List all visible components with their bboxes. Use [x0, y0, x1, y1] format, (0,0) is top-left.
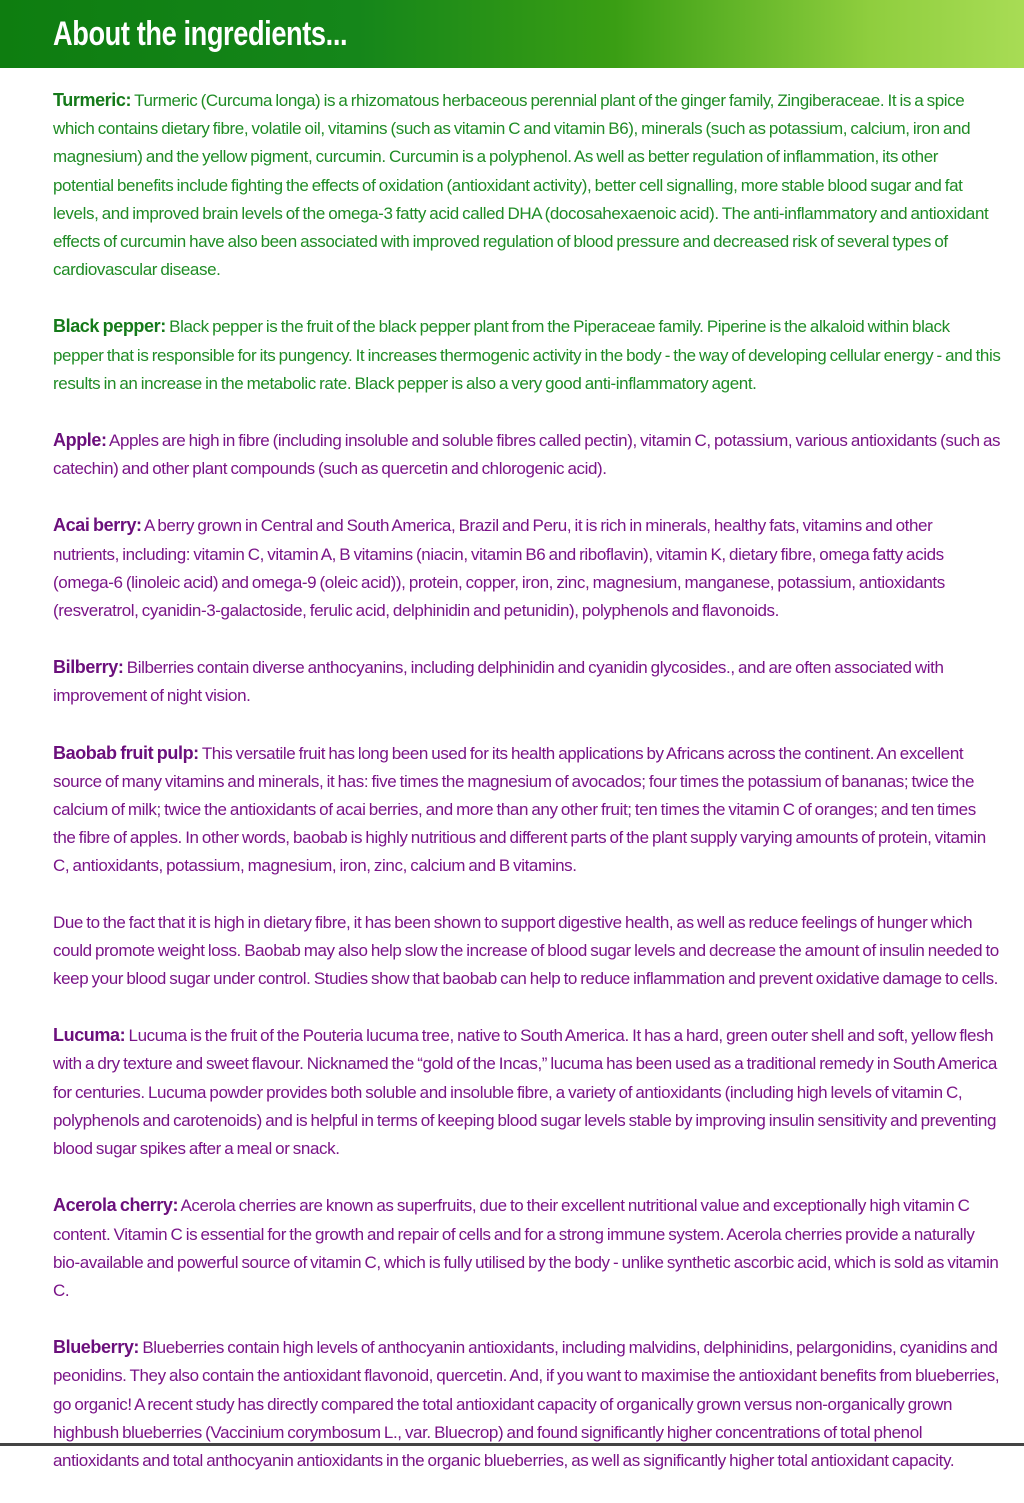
ingredient-apple [53, 426, 1001, 483]
ingredient-baobab [53, 739, 1001, 881]
ingredient-term: Lucuma: [53, 1025, 126, 1046]
ingredient-term: Bilberry: [53, 657, 124, 678]
ingredient-description: Apples are high in fibre (including insoluble and soluble fibres called pectin), vitamin C, potassium, various antioxidants (such as catechin) and other plant compounds (such as quercetin and chlorogenic acid). [53, 431, 1001, 479]
ingredient-term: Acerola cherry: [53, 1195, 179, 1216]
ingredient-acerola-cherry [53, 1191, 1001, 1305]
ingredient-term: Acai berry: [53, 515, 142, 536]
ingredient-baobab-continued [53, 909, 1001, 994]
ingredient-description: A berry grown in Central and South America, Brazil and Peru, it is rich in minerals, healthy fats, vitamins and other nutrients, including: vitamin C, vitamin A, B vitamins (niacin, vitamin B6 and riboflavin), vitamin K, dietary fibre, omega fatty acids (omega-6 (linoleic acid) and omega-9 (oleic acid)), protein, copper, iron, zinc, magnesium, manganese, potassium, antioxidants (resveratrol, cyanidin-3-galactoside, ferulic acid, delphinidin and petunidin), polyphenols and flavonoids. [53, 516, 945, 621]
ingredient-description: Blueberries contain high levels of anthocyanin antioxidants, including malvidins, delphinidins, pelargonidins, cyanidins and peonidins. They also contain the antioxidant flavonoid, quercetin. And, if you want to maximise the antioxidant benefits from blueberries, go organic! A recent study has directly compared the total antioxidant capacity of organically grown versus non-organically grown highbush blueberries (Vaccinium corymbosum L., var. Bluecrop) and found significantly higher concentrations of total phenol antioxidants and total anthocyanin antioxidants in the organic blueberries, as well as significantly higher total antioxidant capacity. [53, 1338, 1000, 1470]
ingredient-description: Bilberries contain diverse anthocyanins, including delphinidin and cyanidin glycosides., and are often associated with improvement of night vision. [53, 658, 944, 706]
ingredient-term: Apple: [53, 430, 107, 451]
ingredient-term: Blueberry: [53, 1337, 140, 1358]
page-header [0, 0, 1024, 68]
ingredient-acai-berry [53, 511, 1001, 625]
ingredient-description: Turmeric (Curcuma longa) is a rhizomatous herbaceous perennial plant of the ginger family, Zingiberaceae. It is a spice which contains dietary fibre, volatile oil, vitamins (such as vitamin C and vitamin B6), minerals (such as potassium, calcium, iron and magnesium) and the yellow pigment, curcumin. Curcumin is a polyphenol. As well as better regulation of inflammation, its other potential benefits include fighting the effects of oxidation (antioxidant activity), better cell signalling, more stable blood sugar and fat levels, and improved brain levels of the omega-3 fatty acid called DHA (docosahexaenoic acid). The anti-inflammatory and antioxidant effects of curcumin have also been associated with improved regulation of blood pressure and decreased risk of several types of cardiovascular disease. [53, 91, 989, 280]
ingredient-description: This versatile fruit has long been used for its health applications by Africans across the continent. An excellent source of many vitamins and minerals, it has: five times the magnesium of avocados; four times the potassium of bananas; twice the calcium of milk; twice the antioxidants of acai berries, and more than any other fruit; ten times the vitamin C of oranges; and ten times the fibre of apples. In other words, baobab is highly nutritious and different parts of the plant supply varying amounts of protein, vitamin C, antioxidants, potassium, magnesium, iron, zinc, calcium and B vitamins. [53, 743, 986, 876]
ingredient-term: Black pepper: [53, 316, 166, 337]
ingredient-turmeric [53, 86, 1001, 284]
ingredients-content [53, 86, 1001, 1503]
ingredient-description: Black pepper is the fruit of the black pepper plant from the Piperaceae family. Piperine is the alkaloid within black pepper that is responsible for its pungency. It increases thermogenic activity in the body - the way of developing cellular energy - and this results in an increase in the metabolic rate. Black pepper is also a very good anti-inflammatory agent. [53, 317, 1001, 393]
ingredient-black-pepper [53, 312, 1001, 398]
ingredient-description: Lucuma is the fruit of the Pouteria lucuma tree, native to South America. It has a hard, green outer shell and soft, yellow flesh with a dry texture and sweet flavour. Nicknamed the “gold of the Incas,” lucuma has been used as a traditional remedy in South America for centuries. Lucuma powder provides both soluble and insoluble fibre, a variety of antioxidants (including high levels of vitamin C, polyphenols and carotenoids) and is helpful in terms of keeping blood sugar levels stable by improving insulin sensitivity and preventing blood sugar spikes after a meal or snack. [53, 1026, 997, 1159]
ingredient-term: Baobab fruit pulp: [53, 742, 199, 763]
ingredient-description: Due to the fact that it is high in dietary fibre, it has been shown to support digestive health, as well as reduce feelings of hunger which could promote weight loss. Baobab may also help slow the increase of blood sugar levels and decrease the amount of insulin needed to keep your blood sugar under control. Studies show that baobab can help to reduce inflammation and prevent oxidative damage to cells. [53, 912, 999, 989]
ingredient-description: Acerola cherries are known as superfruits, due to their excellent nutritional value and exceptionally high vitamin C content. Vitamin C is essential for the growth and repair of cells and for a strong immune system. Acerola cherries provide a naturally bio-available and powerful source of vitamin C, which is fully utilised by the body - unlike synthetic ascorbic acid, which is sold as vitamin C. [53, 1196, 999, 1300]
ingredient-bilberry [53, 653, 1001, 710]
ingredient-blueberry [53, 1333, 1001, 1475]
page-title: About the ingredients... [53, 15, 348, 53]
ingredient-lucuma [53, 1021, 1001, 1163]
ingredient-term: Turmeric: [53, 90, 132, 110]
